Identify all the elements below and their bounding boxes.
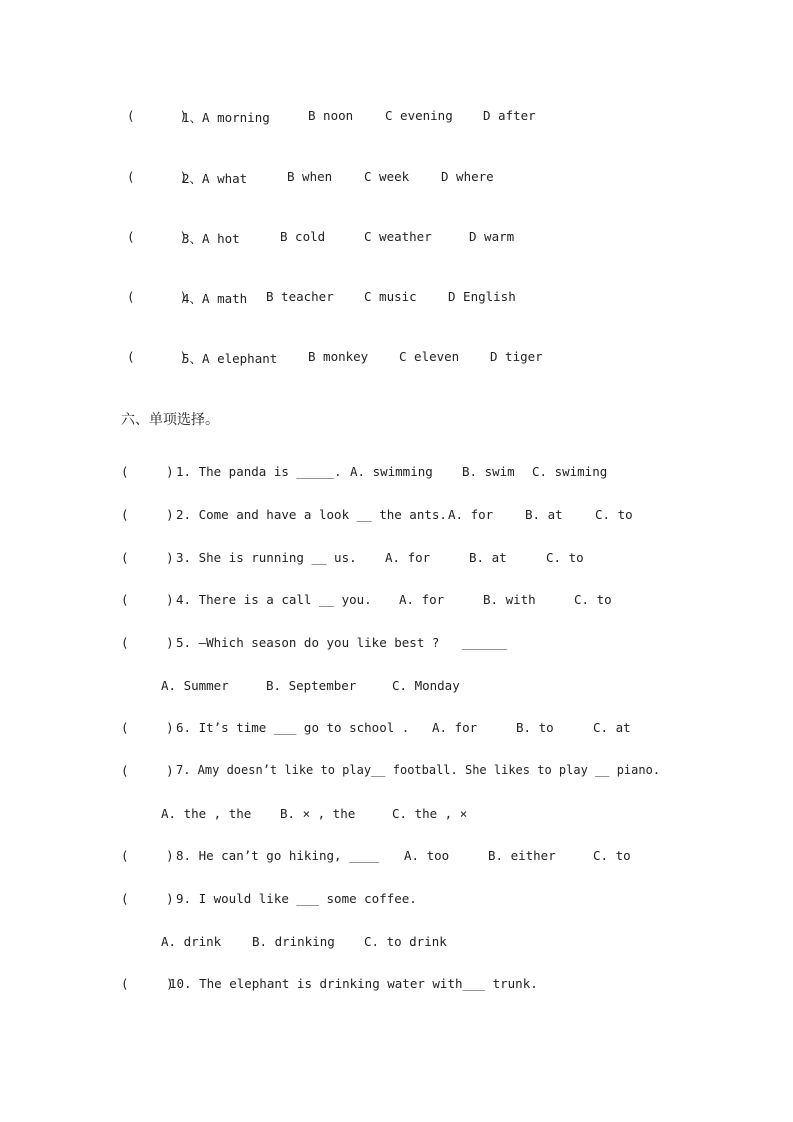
option-c: C. to [593,848,631,863]
option-c: C. Monday [392,678,460,693]
option-b: B when [287,169,333,184]
question-text: 3. She is running __ us. [176,550,357,565]
option-b: B. September [266,678,357,693]
answer-bracket[interactable]: ( ) [121,891,174,906]
answer-bracket[interactable]: ( ) [121,464,174,479]
option-a: A. for [448,507,494,522]
option-c: C week [364,169,410,184]
question-text: 2. Come and have a look __ the ants. [176,507,447,522]
option-b: B. at [525,507,563,522]
answer-bracket[interactable]: ( ) [121,976,174,991]
question-text: 1. The panda is _____. [176,464,342,479]
question-text: 7. Amy doesn’t like to play__ football. She likes to play __ piano. [176,763,661,777]
option-a: A. for [399,592,445,607]
option-a: A. the , the [161,806,252,821]
option-a: A. for [432,720,478,735]
option-c: C. to [546,550,584,565]
answer-bracket[interactable]: ( ) [127,229,188,244]
section-heading: 六、单项选择。 [121,412,219,428]
option-c: C. to [574,592,612,607]
option-c: C music [364,289,417,304]
answer-bracket[interactable]: ( ) [121,507,174,522]
question-option-a: 1、A morning [182,110,270,125]
option-c: C. at [593,720,631,735]
option-a: A. Summer [161,678,229,693]
option-d: D where [441,169,494,184]
option-d: D English [448,289,516,304]
option-c: C weather [364,229,432,244]
answer-bracket[interactable]: ( ) [127,349,188,364]
option-d: D after [483,108,536,123]
option-b: B noon [308,108,354,123]
option-a: A. drink [161,934,222,949]
option-a: A. for [385,550,431,565]
option-a: A. swimming [350,464,433,479]
option-c: C eleven [399,349,460,364]
answer-blank: ______ [462,635,508,650]
option-b: B cold [280,229,326,244]
option-b: B teacher [266,289,334,304]
question-text: 4. There is a call __ you. [176,592,372,607]
answer-bracket[interactable]: ( ) [121,550,174,565]
option-d: D tiger [490,349,543,364]
question-text: 8. He can’t go hiking, ____ [176,848,380,863]
option-c: C. to [595,507,633,522]
option-c: C. to drink [364,934,447,949]
answer-bracket[interactable]: ( ) [121,592,174,607]
option-a: A. too [404,848,450,863]
option-c: C. the , × [392,806,468,821]
option-b: B monkey [308,349,369,364]
question-option-a: 3、A hot [182,231,240,246]
answer-bracket[interactable]: ( ) [127,289,188,304]
question-option-a: 4、A math [182,291,248,306]
question-text: 5. —Which season do you like best ? [176,635,440,650]
option-c: C evening [385,108,453,123]
question-text: 9. I would like ___ some coffee. [176,891,417,906]
answer-bracket[interactable]: ( ) [121,848,174,863]
option-c: C. swiming [532,464,608,479]
answer-bracket[interactable]: ( ) [121,635,174,650]
question-option-a: 5、A elephant [182,351,278,366]
answer-bracket[interactable]: ( ) [121,763,174,778]
option-d: D warm [469,229,515,244]
answer-bracket[interactable]: ( ) [121,720,174,735]
option-b: B. at [469,550,507,565]
option-b: B. with [483,592,536,607]
answer-bracket[interactable]: ( ) [127,169,188,184]
question-option-a: 2、A what [182,171,248,186]
option-b: B. swim [462,464,515,479]
option-b: B. either [488,848,556,863]
question-text: 10. The elephant is drinking water with___ trunk. [169,976,538,991]
option-b: B. to [516,720,554,735]
question-text: 6. It’s time ___ go to school . [176,720,410,735]
option-b: B. × , the [280,806,356,821]
option-b: B. drinking [252,934,335,949]
answer-bracket[interactable]: ( ) [127,108,188,123]
